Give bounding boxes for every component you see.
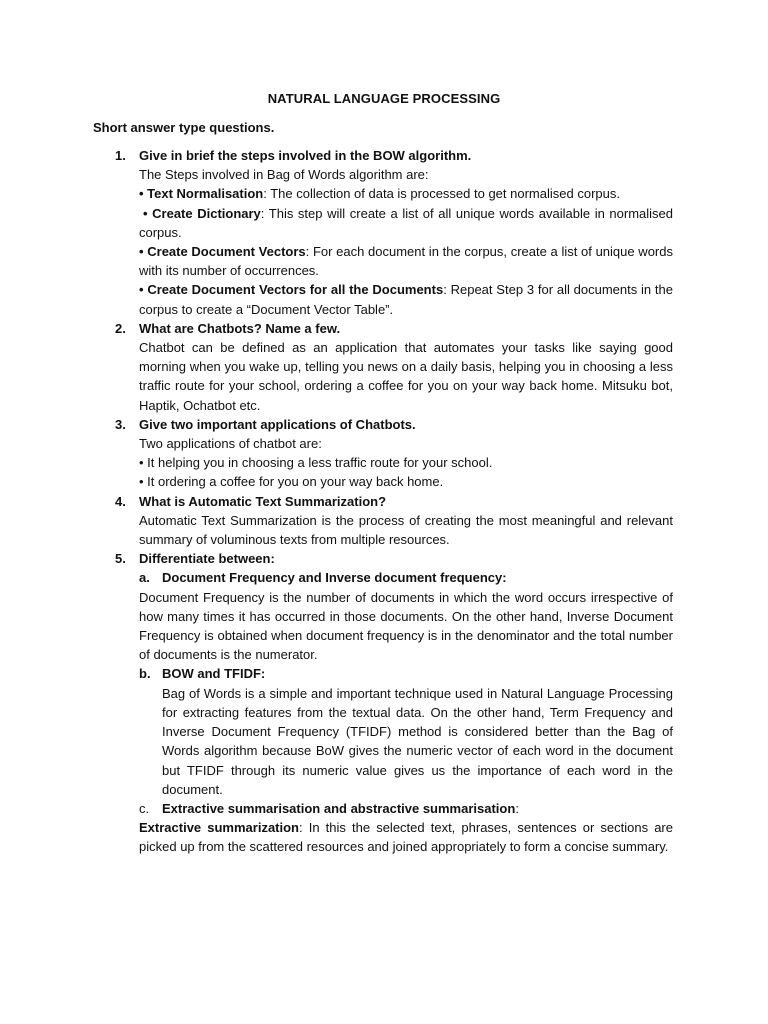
question-number: 5. — [115, 551, 126, 567]
subquestion-label: a. — [139, 570, 150, 586]
question-4 — [115, 492, 673, 511]
question-number: 3. — [115, 416, 126, 432]
section-heading: Short answer type questions. — [93, 120, 275, 135]
bullet-item: • Create Dictionary: This step will create a list of all unique words available in normalised corpus. — [139, 205, 673, 240]
answer-intro: Two applications of chatbot are: — [139, 436, 322, 452]
subquestion-title: BOW and TFIDF: — [162, 666, 266, 682]
question-2 — [115, 319, 673, 338]
answer-text: Bag of Words is a simple and important technique used in Natural Language Processing for extracting features from the textual data. On the other hand, Term Frequency and Inverse Document Frequency (TFIDF) method is considered better than the Bag of Words algorithm because BoW gives the numeric vector of each word in the document but TFIDF through its numeric value gives us the importance of each word in the document. — [162, 685, 673, 797]
bullet-item: • Create Document Vectors for all the Documents: Repeat Step 3 for all documents in the corpus to create a “Document Vector Table”. — [139, 282, 674, 317]
page-title: NATURAL LANGUAGE PROCESSING — [267, 91, 501, 106]
subquestion-label: b. — [139, 666, 151, 682]
question-3 — [115, 415, 673, 434]
bullet-item: • Create Document Vectors: For each document in the corpus, create a list of unique words with its number of occurrences. — [139, 244, 673, 279]
question-1 — [115, 146, 673, 165]
answer-text: Extractive summarization: In this the selected text, phrases, sentences or sections are picked up from the scattered resources and joined appropriately to form a concise summary. — [139, 820, 673, 855]
question-text: Give two important applications of Chatbots. — [139, 416, 416, 432]
subquestion-a — [139, 568, 673, 587]
question-number: 1. — [115, 148, 126, 163]
answer-text: Automatic Text Summarization is the process of creating the most meaningful and relevant summary of voluminous texts from multiple resources. — [139, 512, 673, 548]
question-text: Give in brief the steps involved in the BOW algorithm. — [139, 148, 472, 163]
subquestion-title: Extractive summarisation and abstractive summarisation — [162, 800, 516, 816]
question-list — [115, 146, 674, 857]
answer-intro: The Steps involved in Bag of Words algorithm are: — [139, 167, 429, 183]
bullet-item: • It helping you in choosing a less traffic route for your school. — [139, 455, 493, 471]
question-number: 2. — [115, 320, 126, 336]
question-5 — [115, 549, 673, 568]
bullet-item: • It ordering a coffee for you on your way back home. — [139, 474, 444, 490]
bullet-item: • Text Normalisation: The collection of data is processed to get normalised corpus. — [139, 186, 620, 202]
subquestion-c: c. Extractive summarisation and abstractive summarisation: — [139, 799, 673, 818]
subquestion-b — [139, 664, 673, 683]
question-number: 4. — [115, 493, 126, 509]
subquestion-label: c. — [139, 800, 150, 816]
question-text: What are Chatbots? Name a few. — [139, 320, 341, 336]
answer-text: Document Frequency is the number of documents in which the word occurs irrespective of how many times it has occurred in those documents. On the other hand, Inverse Document Frequency is obtained when document frequency is in the denominator and the total number of documents is the numerator. — [139, 589, 673, 663]
answer-text: Chatbot can be defined as an application that automates your tasks like saying good morning when you wake up, telling you news on a daily basis, helping you in choosing a less traffic route for your school, ordering a coffee for you on your way back home. Mitsuku bot, Haptik, Ochatbot etc. — [139, 340, 673, 413]
question-text: Differentiate between: — [139, 551, 275, 567]
question-text: What is Automatic Text Summarization? — [139, 493, 387, 509]
subquestion-title: Document Frequency and Inverse document frequency: — [162, 570, 507, 586]
